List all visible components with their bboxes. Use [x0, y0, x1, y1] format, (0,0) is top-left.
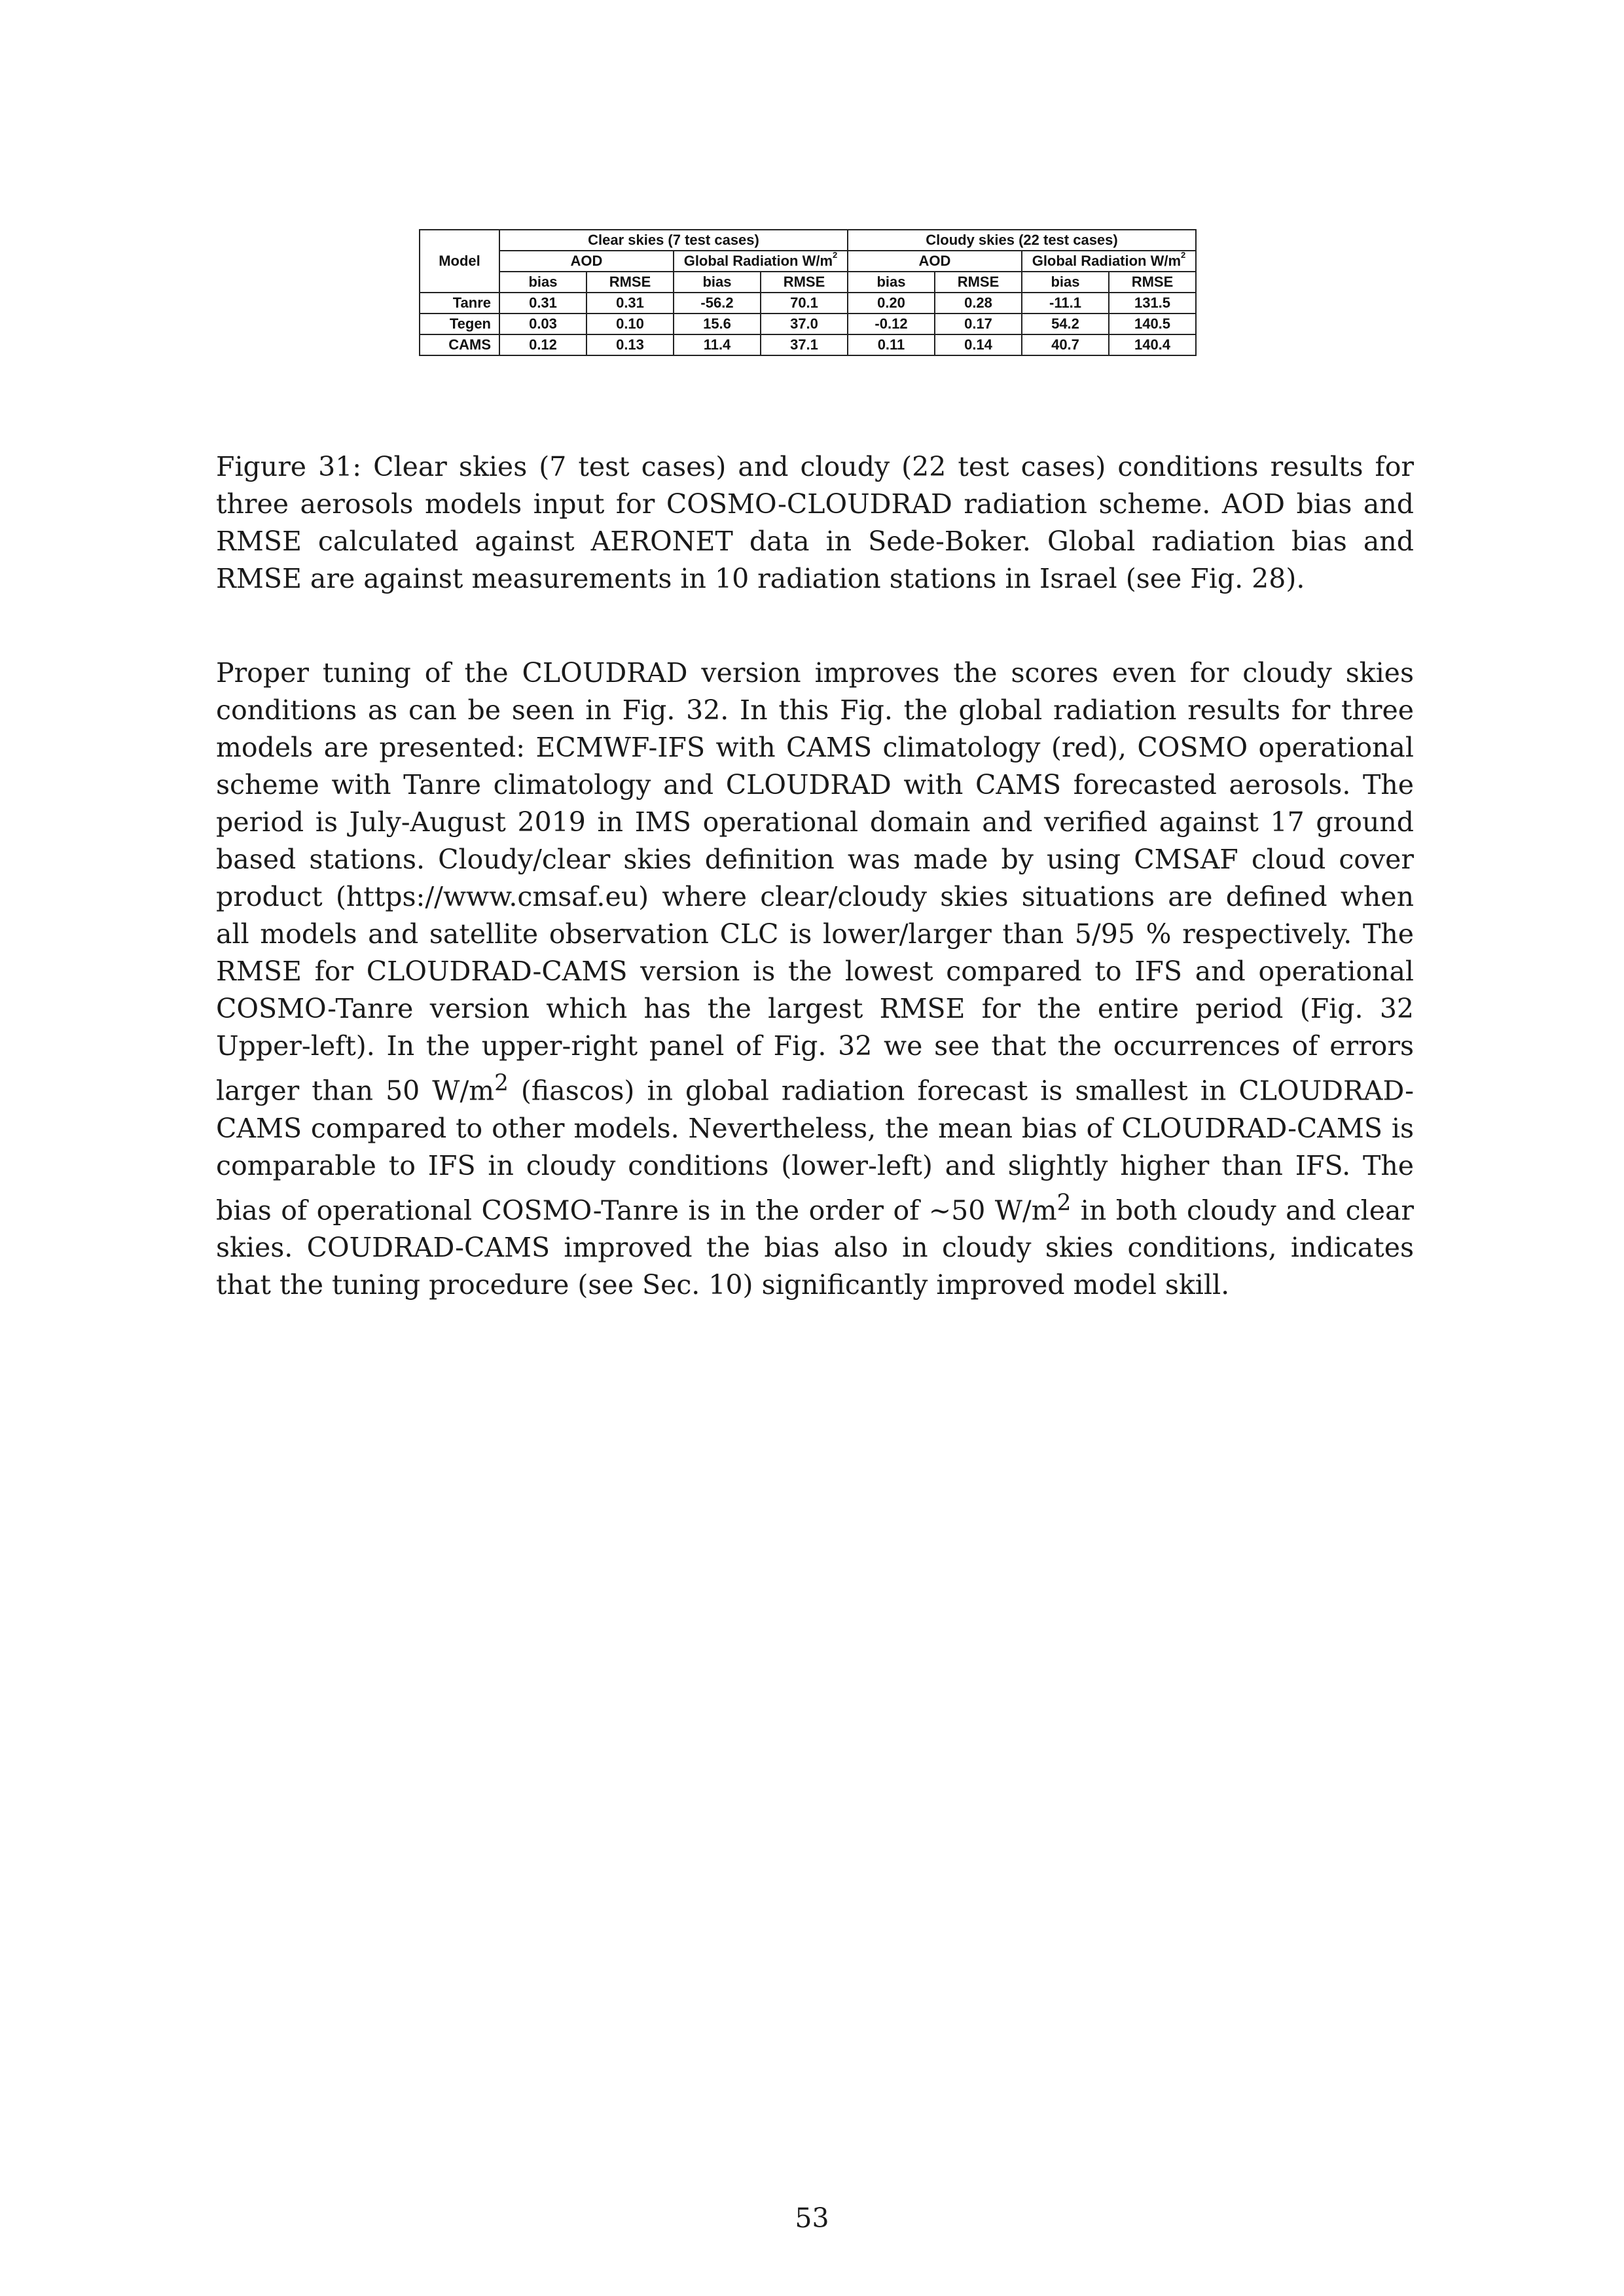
table-cell: 37.0: [761, 314, 848, 334]
model-name: Tanre: [420, 293, 499, 314]
table-row: [420, 314, 1196, 334]
table-cell: 140.4: [1109, 334, 1196, 355]
cloudy-skies-header: Cloudy skies (22 test cases): [848, 230, 1196, 251]
table-cell: -0.12: [848, 314, 935, 334]
metric-header: RMSE: [935, 272, 1022, 293]
table-cell: 0.11: [848, 334, 935, 355]
table-metric-row: [420, 272, 1196, 293]
metric-header: bias: [674, 272, 761, 293]
cloudy-aod-header: AOD: [848, 251, 1022, 272]
table-cell: 37.1: [761, 334, 848, 355]
table-cell: 54.2: [1022, 314, 1109, 334]
table-cell: 131.5: [1109, 293, 1196, 314]
cloudy-global-radiation-header: Global Radiation $W/m^2$: [1022, 251, 1196, 272]
metric-header: RMSE: [1109, 272, 1196, 293]
clear-global-radiation-header: Global Radiation $W/m^2$: [674, 251, 848, 272]
metric-header: bias: [848, 272, 935, 293]
model-name: Tegen: [420, 314, 499, 334]
table-cell: 0.14: [935, 334, 1022, 355]
table-cell: 0.20: [848, 293, 935, 314]
table-cell: 140.5: [1109, 314, 1196, 334]
model-header: Model: [420, 230, 499, 293]
table-cell: 15.6: [674, 314, 761, 334]
metric-header: RMSE: [586, 272, 674, 293]
table-cell: 0.31: [499, 293, 586, 314]
table-cell: -56.2: [674, 293, 761, 314]
table-cell: 0.12: [499, 334, 586, 355]
model-name: CAMS: [420, 334, 499, 355]
table-cell: 0.17: [935, 314, 1022, 334]
metric-header: RMSE: [761, 272, 848, 293]
table-cell: 40.7: [1022, 334, 1109, 355]
metric-header: bias: [499, 272, 586, 293]
table-header-row: [420, 230, 1196, 251]
results-table: [419, 229, 1197, 356]
metric-header: bias: [1022, 272, 1109, 293]
table-cell: 0.10: [586, 314, 674, 334]
table-cell: 0.13: [586, 334, 674, 355]
table-cell: 0.31: [586, 293, 674, 314]
page-number: 53: [795, 2202, 829, 2234]
table-subheader-row: [420, 251, 1196, 272]
table-cell: 0.03: [499, 314, 586, 334]
body-paragraph: Proper tuning of the CLOUDRAD version improves the scores even for cloudy skies conditions as can be seen in Fig. 32. In this Fig. the global radiation results for three models are presented: ECMWF-IFS with CAMS climatology (red), COSMO operational scheme with Tanre climatology and CLOUDRAD with CAMS forecasted aerosols. The period is July-August 2019 in IMS operational domain and verified against 17 ground based stations. Cloudy/clear skies definition was made by using CMSAF cloud cover product (https://www.cmsaf.eu) where clear/cloudy skies situations are defined when all models and satellite observation CLC is lower/larger than 5/95 % respectively. The RMSE for CLOUDRAD-CAMS version is the lowest compared to IFS and operational COSMO-Tanre version which has the largest RMSE for the entire period (Fig. 32 Upper-left). In the upper-right panel of Fig. 32 we see that the occurrences of errors larger than 50 $W/m^2$ (fiascos) in global radiation forecast is smallest in CLOUDRAD-CAMS compared to other models. Nevertheless, the mean bias of CLOUDRAD-CAMS is comparable to IFS in cloudy conditions (lower-left) and slightly higher than IFS. The bias of operational COSMO-Tanre is in the order of ∼50 $W/m^2$ in both cloudy and clear skies. COUDRAD-CAMS improved the bias also in cloudy skies conditions, indicates that the tuning procedure (see Sec. 10) significantly improved model skill.: [216, 657, 1415, 1301]
clear-aod-header: AOD: [499, 251, 674, 272]
table-row: [420, 334, 1196, 355]
table-cell: 0.28: [935, 293, 1022, 314]
table-cell: -11.1: [1022, 293, 1109, 314]
table-cell: 70.1: [761, 293, 848, 314]
figure-caption: Figure 31: Clear skies (7 test cases) and cloudy (22 test cases) conditions results for three aerosols models input for COSMO-CLOUDRAD radiation scheme. AOD bias and RMSE calculated against AERONET data in Sede-Boker. Global radiation bias and RMSE are against measurements in 10 radiation stations in Israel (see Fig. 28).: [216, 451, 1414, 594]
table-row: [420, 293, 1196, 314]
clear-skies-header: Clear skies (7 test cases): [499, 230, 848, 251]
table-cell: 11.4: [674, 334, 761, 355]
